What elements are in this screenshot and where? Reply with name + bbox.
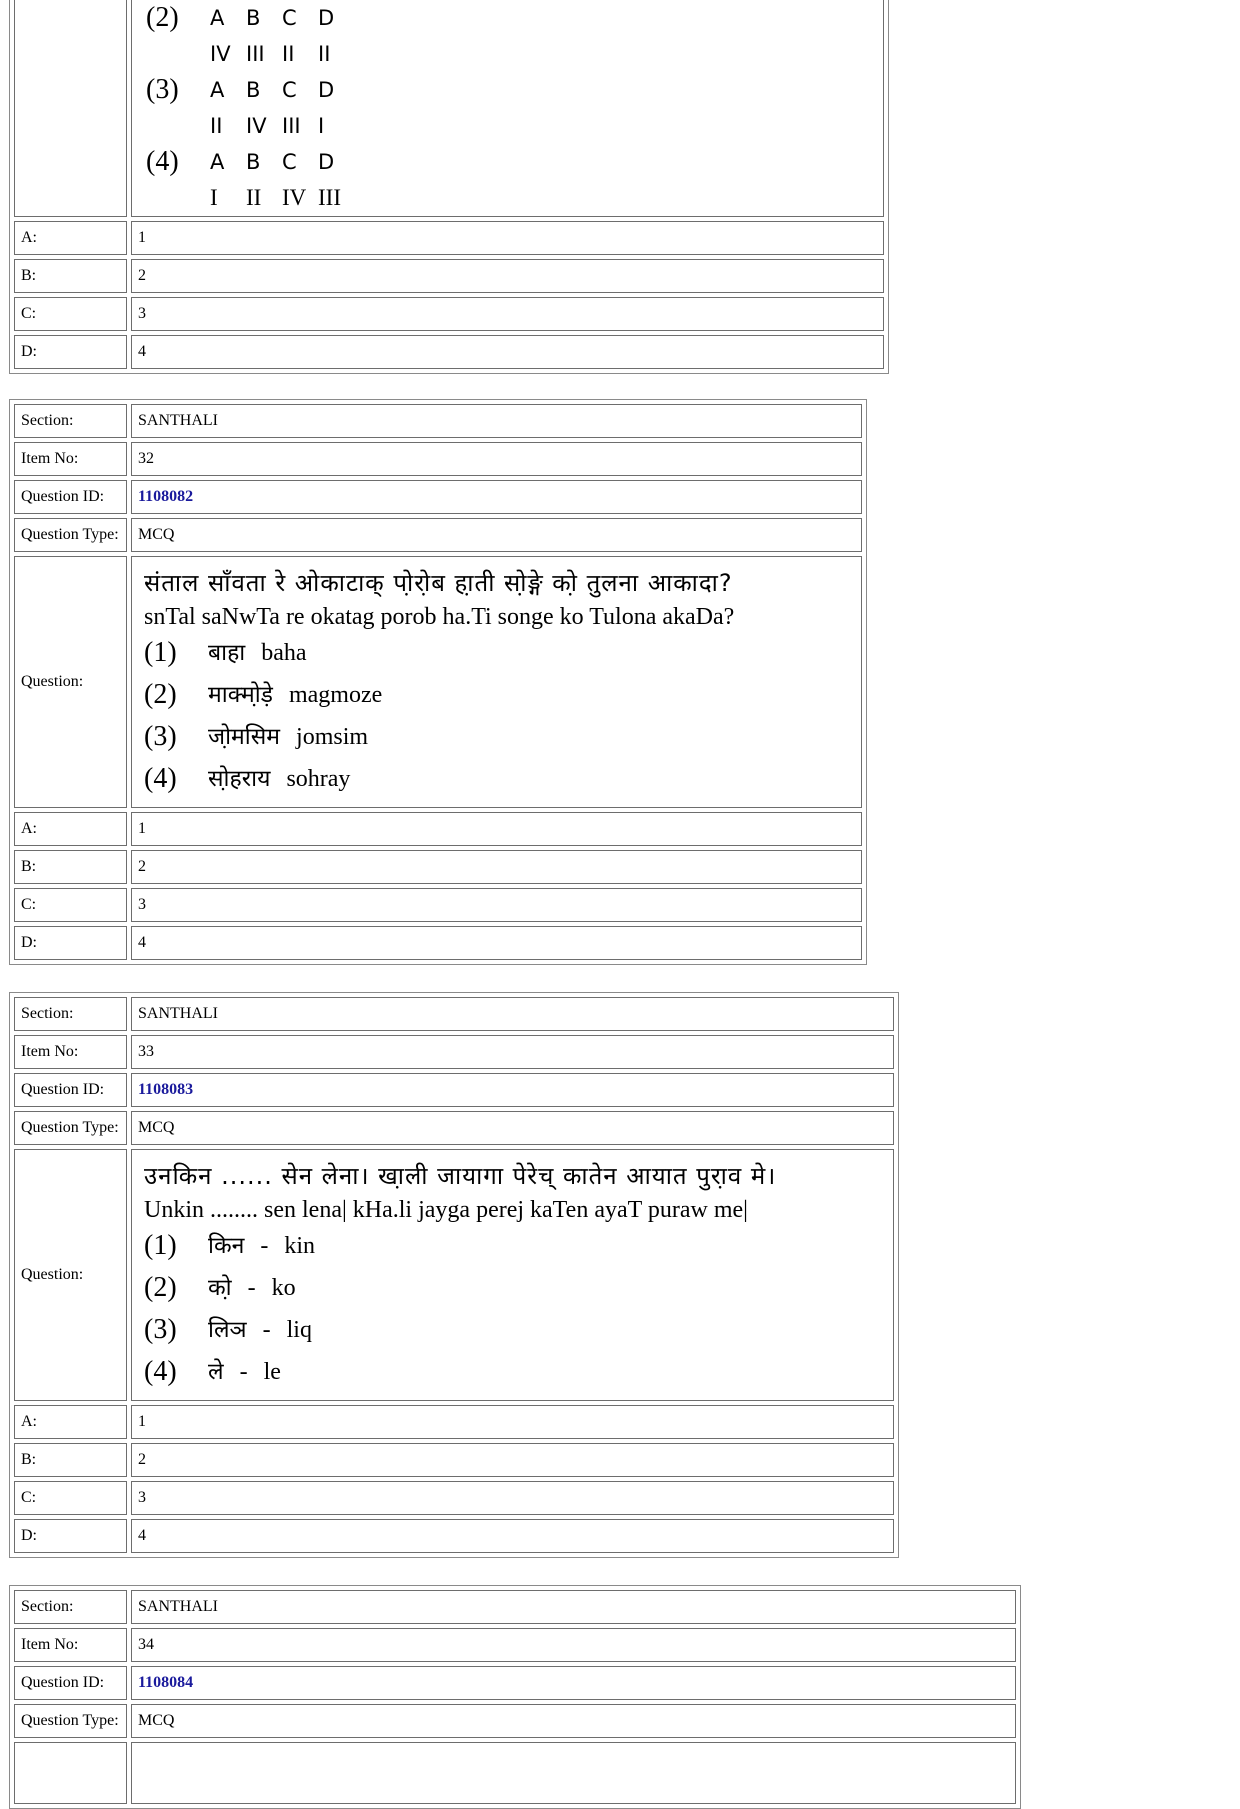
question-id-row [14, 1666, 1016, 1700]
answer-row-b [14, 1443, 894, 1477]
answer-label: C: [14, 888, 127, 922]
question-block-31 [9, 0, 889, 374]
question-id-label: Question ID: [14, 1073, 127, 1107]
answer-row-a [14, 221, 884, 255]
question-row [14, 1149, 894, 1401]
question-id-row [14, 1073, 894, 1107]
item-no-label: Item No: [14, 1035, 127, 1069]
question-type-value: MCQ [131, 518, 862, 552]
match-option-row [146, 144, 869, 180]
answer-row-d [14, 1519, 894, 1553]
question-type-row [14, 1704, 1016, 1738]
option-number: (3) [144, 721, 177, 752]
question-label: Question: [14, 556, 127, 808]
answer-value: 3 [131, 888, 862, 922]
section-label: Section: [14, 997, 127, 1031]
section-label: Section: [14, 404, 127, 438]
match-romans: II IV III I [210, 114, 325, 138]
match-letters: A B C D [210, 150, 335, 174]
item-no-value: 32 [131, 442, 862, 476]
option-devanagari: किन [208, 1233, 245, 1259]
answer-row-a [14, 812, 862, 846]
answer-row-b [14, 850, 862, 884]
option-dash: - [260, 1233, 269, 1259]
item-no-value: 33 [131, 1035, 894, 1069]
option-number: (3) [146, 74, 179, 105]
answer-label: A: [14, 221, 127, 255]
question-id-value: 1108082 [131, 480, 862, 514]
option-number: (4) [146, 146, 179, 177]
option-roman: ko [271, 1275, 296, 1301]
match-romans: IV III II II [210, 42, 331, 66]
question-id-row [14, 480, 862, 514]
match-option-row [146, 0, 869, 36]
question-text-devanagari: संताल साँवता रे ओकाटाक् पो़रो़ब हा़ती सो़ङ्गे को़ तुलना आकादा? [144, 569, 733, 597]
question-id-label: Question ID: [14, 1666, 127, 1700]
answer-label: B: [14, 1443, 127, 1477]
option-number: (1) [144, 637, 177, 668]
answer-row-c [14, 1481, 894, 1515]
match-letters: A B C D [210, 6, 335, 30]
option-devanagari: माक्मो़ड़े [208, 682, 273, 708]
question-type-label: Question Type: [14, 518, 127, 552]
answer-label: D: [14, 335, 127, 369]
option-roman: magmoze [288, 682, 383, 708]
match-letters: A B C D [210, 78, 335, 102]
option-number: (4) [144, 763, 177, 794]
answer-row-c [14, 888, 862, 922]
match-roman-row [146, 36, 869, 72]
option-devanagari: को़ [208, 1275, 232, 1301]
answer-value: 4 [131, 1519, 894, 1553]
option-roman: liq [286, 1317, 312, 1343]
answer-value: 2 [131, 259, 884, 293]
section-row [14, 404, 862, 438]
question-content [131, 1742, 1016, 1804]
option-devanagari: जो़मसिम [208, 724, 281, 750]
section-row [14, 997, 894, 1031]
question-id-value: 1108083 [131, 1073, 894, 1107]
question-block-34 [9, 1585, 1021, 1809]
option-dash: - [239, 1359, 248, 1385]
question-text-devanagari: उनकिन ...... सेन लेना। खा़ली जायागा पेरेच् कातेन आयात पुरा़व मे। [144, 1162, 777, 1190]
question-row [14, 1742, 1016, 1804]
answer-label: D: [14, 1519, 127, 1553]
question-content [131, 1149, 894, 1401]
section-value: SANTHALI [131, 404, 862, 438]
option-2 [144, 1267, 881, 1309]
question-type-value: MCQ [131, 1704, 1016, 1738]
answer-row-a [14, 1405, 894, 1439]
option-3 [144, 716, 849, 758]
question-type-row [14, 1111, 894, 1145]
question-text-roman: snTal saNwTa re okatag porob ha.Ti songe ko Tulona akaDa? [144, 604, 735, 630]
item-no-row [14, 1035, 894, 1069]
question-content [131, 0, 884, 217]
question-id-label: Question ID: [14, 480, 127, 514]
answer-value: 3 [131, 1481, 894, 1515]
section-row [14, 1590, 1016, 1624]
answer-label: D: [14, 926, 127, 960]
item-no-row [14, 1628, 1016, 1662]
option-number: (2) [144, 679, 177, 710]
option-number: (1) [144, 1230, 177, 1261]
question-block-33 [9, 992, 899, 1558]
section-value: SANTHALI [131, 997, 894, 1031]
option-devanagari: सो़हराय [208, 766, 271, 792]
question-label-cell [14, 1742, 127, 1804]
question-row [14, 556, 862, 808]
option-number: (2) [144, 1272, 177, 1303]
answer-value: 2 [131, 1443, 894, 1477]
answer-label: C: [14, 297, 127, 331]
question-type-row [14, 518, 862, 552]
answer-value: 2 [131, 850, 862, 884]
section-label: Section: [14, 1590, 127, 1624]
answer-value: 4 [131, 926, 862, 960]
item-no-label: Item No: [14, 442, 127, 476]
option-1 [144, 1225, 881, 1267]
item-no-label: Item No: [14, 1628, 127, 1662]
question-type-label: Question Type: [14, 1704, 127, 1738]
option-roman: jomsim [296, 724, 369, 750]
question-text-roman: Unkin ........ sen lena| kHa.li jayga perej kaTen ayaT puraw me| [144, 1197, 748, 1223]
match-roman-row [146, 108, 869, 144]
option-devanagari: ले [208, 1359, 224, 1385]
option-devanagari: बाहा [208, 640, 246, 666]
match-roman-row [146, 180, 869, 216]
answer-value: 1 [131, 1405, 894, 1439]
question-content [131, 556, 862, 808]
question-label-cell [14, 0, 127, 217]
answer-value: 3 [131, 297, 884, 331]
option-number: (3) [144, 1314, 177, 1345]
answer-row-d [14, 335, 884, 369]
option-number: (2) [146, 2, 179, 33]
option-dash: - [262, 1317, 271, 1343]
answer-value: 1 [131, 812, 862, 846]
option-2 [144, 674, 849, 716]
option-roman: le [263, 1359, 281, 1385]
answer-label: C: [14, 1481, 127, 1515]
option-dash: - [247, 1275, 256, 1301]
answer-label: A: [14, 812, 127, 846]
question-label: Question: [14, 1149, 127, 1401]
answer-value: 4 [131, 335, 884, 369]
option-roman: kin [284, 1233, 316, 1259]
answer-label: B: [14, 259, 127, 293]
option-1 [144, 632, 849, 674]
answer-value: 1 [131, 221, 884, 255]
option-devanagari: लिञ [208, 1317, 247, 1343]
item-no-row [14, 442, 862, 476]
answer-label: B: [14, 850, 127, 884]
section-value: SANTHALI [131, 1590, 1016, 1624]
match-option-row [146, 72, 869, 108]
option-number: (4) [144, 1356, 177, 1387]
item-no-value: 34 [131, 1628, 1016, 1662]
option-roman: baha [261, 640, 307, 666]
option-4 [144, 758, 849, 800]
question-type-label: Question Type: [14, 1111, 127, 1145]
question-type-value: MCQ [131, 1111, 894, 1145]
option-4 [144, 1351, 881, 1393]
answer-row-c [14, 297, 884, 331]
match-romans: I II IV III [210, 185, 341, 210]
option-roman: sohray [286, 766, 351, 792]
option-3 [144, 1309, 881, 1351]
question-id-value: 1108084 [131, 1666, 1016, 1700]
answer-row-d [14, 926, 862, 960]
answer-label: A: [14, 1405, 127, 1439]
question-block-32 [9, 399, 867, 965]
answer-row-b [14, 259, 884, 293]
